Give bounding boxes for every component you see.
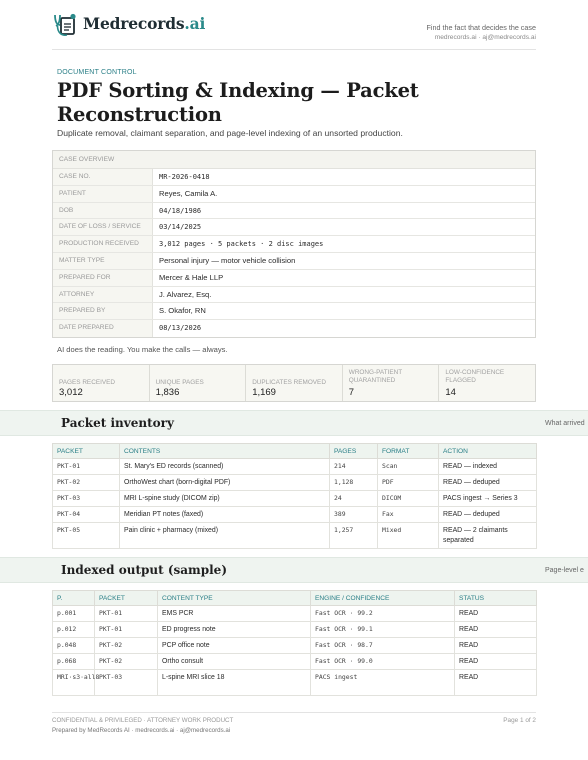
table-cell: READ <box>455 654 537 670</box>
tagline: Find the fact that decides the case <box>426 23 536 32</box>
table-cell: READ <box>455 638 537 654</box>
stat-card <box>150 365 247 401</box>
table-row <box>53 622 537 638</box>
overview-row <box>53 236 535 253</box>
stat-label: WRONG-PATIENT QUARANTINED <box>348 369 403 384</box>
table-cell: PKT-05 <box>53 523 120 549</box>
page-title: PDF Sorting & Indexing — Packet Reconstruction <box>57 79 419 126</box>
table-row <box>53 523 537 549</box>
overview-value: S. Okafor, RN <box>159 306 206 316</box>
column-header: PAGES <box>330 444 378 459</box>
stat-value: 3,012 <box>59 387 83 398</box>
footer-confidentiality: CONFIDENTIAL & PRIVILEGED · ATTORNEY WORK PRODUCT <box>52 717 234 724</box>
table-cell: DICOM <box>378 491 439 507</box>
overview-row <box>53 169 535 186</box>
table-cell: Fast OCR · 99.1 <box>311 622 455 638</box>
table-cell: PKT-02 <box>95 654 158 670</box>
table-cell: 1,128 <box>330 475 378 491</box>
section-aside: Page-level e <box>545 567 584 574</box>
column-header: PACKET <box>53 444 120 459</box>
overview-label: MATTER TYPE <box>53 253 153 269</box>
stat-label: PAGES RECEIVED <box>59 379 115 386</box>
column-header: PACKET <box>95 591 158 606</box>
table-row <box>53 491 537 507</box>
header-divider <box>52 49 536 50</box>
section-title: Indexed output (sample) <box>61 563 227 577</box>
table-cell: EMS PCR <box>158 606 311 622</box>
overview-value: 08/13/2026 <box>159 324 202 333</box>
column-header: CONTENT TYPE <box>158 591 311 606</box>
table-cell: READ <box>455 606 537 622</box>
table-cell: PKT-01 <box>95 622 158 638</box>
overview-row <box>53 253 535 270</box>
stat-card <box>246 365 343 401</box>
footer-divider <box>52 712 536 713</box>
table-cell: 214 <box>330 459 378 475</box>
page-subtitle: Duplicate removal, claimant separation, and page-level indexing of an unsorted production. <box>57 128 403 138</box>
section-title: Packet inventory <box>61 416 174 430</box>
stat-value: 14 <box>445 387 456 398</box>
stethoscope-document-logo <box>52 12 78 38</box>
case-overview-table <box>52 150 536 338</box>
table-cell: Ortho consult <box>158 654 311 670</box>
table-cell: READ — deduped <box>439 475 537 491</box>
overview-value: J. Alvarez, Esq. <box>159 289 212 299</box>
table-cell: PDF <box>378 475 439 491</box>
table-cell: PCP office note <box>158 638 311 654</box>
table-cell: PKT-03 <box>95 670 158 696</box>
table-cell: READ — deduped <box>439 507 537 523</box>
overview-label: PATIENT <box>53 186 153 202</box>
table-cell: PKT-03 <box>53 491 120 507</box>
overview-label: CASE NO. <box>53 169 153 185</box>
overview-row <box>53 303 535 320</box>
stat-label: DUPLICATES REMOVED <box>252 379 326 386</box>
table-cell: ED progress note <box>158 622 311 638</box>
case-overview-heading: CASE OVERVIEW <box>53 151 535 169</box>
table-row <box>53 606 537 622</box>
table-cell: 1,257 <box>330 523 378 549</box>
stat-card <box>53 365 150 401</box>
overview-row <box>53 287 535 304</box>
overview-value: Mercer & Hale LLP <box>159 272 224 282</box>
indexed-output-table <box>52 590 537 696</box>
table-cell: PKT-02 <box>95 638 158 654</box>
page-header <box>52 12 536 52</box>
table-cell: St. Mary's ED records (scanned) <box>120 459 330 475</box>
table-row <box>53 654 537 670</box>
table-row <box>53 459 537 475</box>
overview-label: PREPARED FOR <box>53 270 153 286</box>
overview-label: DATE PREPARED <box>53 320 153 337</box>
table-cell: Fax <box>378 507 439 523</box>
table-row <box>53 475 537 491</box>
column-header: P. <box>53 591 95 606</box>
table-row <box>53 638 537 654</box>
table-cell: PKT-01 <box>53 459 120 475</box>
section-aside: What arrived <box>545 420 585 427</box>
indexed-output-header <box>0 557 588 583</box>
overview-value: 04/18/1986 <box>159 206 202 215</box>
overview-label: ATTORNEY <box>53 287 153 303</box>
table-cell: MRI·s3·all8 <box>53 670 95 696</box>
table-cell: Meridian PT notes (faxed) <box>120 507 330 523</box>
table-cell: p.001 <box>53 606 95 622</box>
table-cell: PACS ingest <box>311 670 455 696</box>
table-cell: 24 <box>330 491 378 507</box>
stat-value: 1,169 <box>252 387 276 398</box>
table-cell: p.012 <box>53 622 95 638</box>
brand-name: Medrecords.ai <box>83 14 206 33</box>
table-cell: 389 <box>330 507 378 523</box>
stat-value: 1,836 <box>155 387 180 398</box>
overview-label: PREPARED BY <box>53 303 153 319</box>
table-row <box>53 670 537 696</box>
overview-value: 3,012 pages · 5 packets · 2 disc images <box>159 240 324 249</box>
overview-value: MR-2026-0418 <box>159 173 210 181</box>
overview-label: DOB <box>53 203 153 219</box>
table-cell: Pain clinic + pharmacy (mixed) <box>120 523 330 549</box>
overview-value: Personal injury — motor vehicle collision <box>159 255 296 265</box>
overview-row <box>53 203 535 220</box>
overview-label: PRODUCTION RECEIVED <box>53 236 153 252</box>
column-header: ENGINE / CONFIDENCE <box>311 591 455 606</box>
tagline-note: AI does the reading. You make the calls — always. <box>57 345 228 354</box>
overview-row <box>53 320 535 337</box>
table-row <box>53 507 537 523</box>
table-cell: Mixed <box>378 523 439 549</box>
footer-prepared-by: Prepared by MedRecords AI · medrecords.ai · aj@medrecords.ai <box>52 727 231 734</box>
column-header: CONTENTS <box>120 444 330 459</box>
table-cell: Fast OCR · 99.0 <box>311 654 455 670</box>
table-cell: Fast OCR · 99.2 <box>311 606 455 622</box>
table-cell: p.048 <box>53 638 95 654</box>
table-cell: Scan <box>378 459 439 475</box>
stat-card <box>439 365 535 401</box>
overview-label: DATE OF LOSS / SERVICE <box>53 219 153 235</box>
overview-row <box>53 219 535 236</box>
overview-value: 03/14/2025 <box>159 223 202 232</box>
packet-inventory-table <box>52 443 537 549</box>
table-cell: PKT-01 <box>95 606 158 622</box>
overview-row <box>53 186 535 203</box>
stat-label: LOW-CONFIDENCE FLAGGED <box>445 369 505 384</box>
stat-value: 7 <box>348 387 355 398</box>
table-cell: READ <box>455 670 537 696</box>
column-header: FORMAT <box>378 444 439 459</box>
column-header: ACTION <box>439 444 537 459</box>
stats-strip <box>52 364 536 402</box>
column-header: STATUS <box>455 591 537 606</box>
table-cell: PKT-04 <box>53 507 120 523</box>
table-cell: OrthoWest chart (born-digital PDF) <box>120 475 330 491</box>
header-contact: medrecords.ai · aj@medrecords.ai <box>434 34 536 41</box>
table-cell: READ — indexed <box>439 459 537 475</box>
stat-label: UNIQUE PAGES <box>155 379 204 386</box>
stat-card <box>343 365 440 401</box>
table-cell: PACS ingest → Series 3 <box>439 491 537 507</box>
table-cell: READ <box>455 622 537 638</box>
doc-eyebrow: DOCUMENT CONTROL <box>57 69 137 76</box>
table-cell: Fast OCR · 98.7 <box>311 638 455 654</box>
table-cell: PKT-02 <box>53 475 120 491</box>
table-cell: READ — 2 claimants separated <box>439 523 537 549</box>
table-cell: L-spine MRI slice 18 <box>158 670 311 696</box>
overview-row <box>53 270 535 287</box>
packet-inventory-header <box>0 410 588 436</box>
table-cell: p.068 <box>53 654 95 670</box>
table-cell: MRI L-spine study (DICOM zip) <box>120 491 330 507</box>
overview-value: Reyes, Camila A. <box>159 188 218 198</box>
page-number: Page 1 of 2 <box>503 717 536 724</box>
